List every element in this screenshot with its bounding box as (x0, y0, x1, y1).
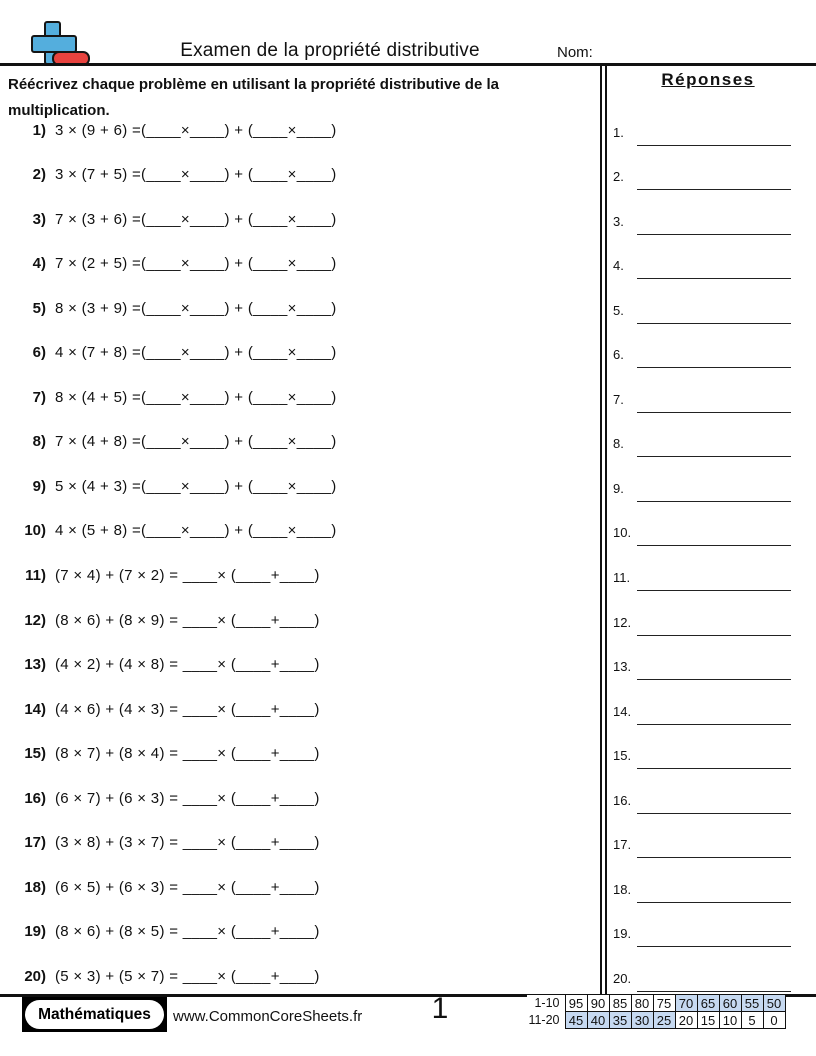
answer-row (613, 389, 793, 409)
answer-number: 18. (613, 881, 632, 897)
column-separator-line (605, 66, 607, 994)
score-cell: 80 (631, 995, 653, 1012)
answer-number: 16. (613, 792, 632, 808)
answer-row (613, 701, 793, 721)
answer-blank-line (637, 456, 791, 457)
score-cell: 30 (631, 1012, 653, 1029)
problem-row (0, 567, 320, 587)
answer-blank-line (637, 857, 791, 858)
page-title: Examen de la propriété distributive (180, 40, 480, 61)
answer-row (613, 522, 793, 542)
answer-number: 15. (613, 748, 632, 764)
problem-number: 4) (32, 255, 46, 273)
answer-row (613, 255, 793, 275)
problem-row (0, 522, 337, 542)
score-cell: 55 (741, 995, 763, 1012)
problem-row (0, 478, 337, 498)
answer-number: 6. (613, 347, 624, 363)
subject-badge (22, 997, 167, 1032)
answer-number: 9. (613, 480, 624, 496)
answer-row (613, 478, 793, 498)
answer-blank-line (637, 946, 791, 947)
problem-text: (6 × 5) + (6 × 3) = ____× (____+____) (55, 878, 320, 896)
score-cell: 70 (675, 995, 697, 1012)
answer-number: 3. (613, 213, 624, 229)
problem-number: 13) (24, 656, 46, 674)
score-range-label: 11-20 (527, 1012, 565, 1029)
score-cell: 75 (653, 995, 675, 1012)
problem-row (0, 834, 320, 854)
problem-number: 1) (32, 121, 46, 139)
website-url: www.CommonCoreSheets.fr (173, 1008, 363, 1025)
answer-row (613, 433, 793, 453)
problem-text: 5 × (4 + 3) =(____×____) + (____×____) (55, 477, 337, 495)
answer-blank-line (637, 768, 791, 769)
problem-row (0, 433, 337, 453)
problem-text: (7 × 4) + (7 × 2) = ____× (____+____) (55, 567, 320, 584)
header-divider (0, 63, 816, 66)
score-table (527, 994, 786, 1029)
problem-text: (3 × 8) + (3 × 7) = ____× (____+____) (55, 834, 320, 852)
score-cell: 95 (565, 995, 587, 1012)
problem-number: 11) (25, 567, 46, 584)
problem-text: 7 × (2 + 5) =(____×____) + (____×____) (55, 255, 337, 273)
problem-row (0, 612, 320, 632)
answer-row (613, 834, 793, 854)
answer-row (613, 300, 793, 320)
problem-number: 16) (24, 789, 46, 807)
score-cell: 50 (763, 995, 785, 1012)
answer-row (613, 968, 793, 988)
answer-number: 2. (613, 169, 624, 185)
answer-row (613, 923, 793, 943)
answer-number: 19. (613, 926, 632, 942)
answer-row (613, 122, 793, 142)
problem-text: 8 × (3 + 9) =(____×____) + (____×____) (55, 299, 337, 317)
subject-badge-label: Mathématiques (25, 1000, 164, 1029)
problem-row (0, 745, 320, 765)
score-cell: 85 (609, 995, 631, 1012)
answer-row (613, 344, 793, 364)
problem-text: 7 × (3 + 6) =(____×____) + (____×____) (55, 210, 337, 228)
problem-text: 3 × (7 + 5) =(____×____) + (____×____) (55, 166, 337, 184)
page-number: 1 (431, 992, 449, 1025)
answer-number: 7. (613, 391, 624, 407)
answer-number: 4. (613, 258, 624, 274)
problem-number: 17) (24, 834, 46, 852)
problem-row (0, 122, 337, 142)
score-cell: 65 (697, 995, 719, 1012)
score-cell: 60 (719, 995, 741, 1012)
problem-text: (8 × 6) + (8 × 9) = ____× (____+____) (55, 611, 320, 629)
problem-number: 6) (32, 344, 46, 362)
answer-row (613, 656, 793, 676)
problem-text: (8 × 6) + (8 × 5) = ____× (____+____) (55, 923, 320, 941)
problem-number: 7) (32, 388, 46, 406)
answer-row (613, 612, 793, 632)
problem-number: 19) (24, 923, 46, 941)
answer-row (613, 211, 793, 231)
problem-number: 8) (32, 433, 46, 451)
problem-text: (4 × 2) + (4 × 8) = ____× (____+____) (55, 656, 320, 674)
answer-blank-line (637, 323, 791, 324)
score-cell: 35 (609, 1012, 631, 1029)
answer-row (613, 879, 793, 899)
score-cell: 25 (653, 1012, 675, 1029)
problem-row (0, 389, 337, 409)
problem-row (0, 923, 320, 943)
answer-number: 14. (613, 703, 632, 719)
score-cell: 0 (763, 1012, 785, 1029)
answer-blank-line (637, 501, 791, 502)
problem-text: 4 × (5 + 8) =(____×____) + (____×____) (55, 522, 337, 540)
answer-blank-line (637, 412, 791, 413)
answer-number: 8. (613, 436, 624, 452)
score-cell: 40 (587, 1012, 609, 1029)
answer-row (613, 745, 793, 765)
score-range-label: 1-10 (527, 995, 565, 1012)
problem-row (0, 344, 337, 364)
answer-number: 17. (613, 837, 632, 853)
problem-number: 14) (24, 700, 46, 718)
answer-blank-line (637, 724, 791, 725)
problem-row (0, 166, 337, 186)
score-cell: 20 (675, 1012, 697, 1029)
problem-text: (5 × 3) + (5 × 7) = ____× (____+____) (55, 967, 320, 985)
score-cell: 10 (719, 1012, 741, 1029)
problem-row (0, 255, 337, 275)
column-separator-line (600, 66, 602, 994)
name-label: Nom: (557, 44, 593, 61)
problem-number: 20) (24, 967, 46, 985)
logo-plus-joint (47, 38, 58, 50)
problem-row (0, 211, 337, 231)
answers-title: Réponses (661, 70, 755, 89)
answer-row (613, 166, 793, 186)
answer-number: 5. (613, 302, 624, 318)
problem-row (0, 790, 320, 810)
problem-row (0, 968, 320, 988)
score-cell: 90 (587, 995, 609, 1012)
problem-number: 2) (32, 166, 46, 184)
score-table-row (527, 995, 785, 1012)
problem-number: 15) (24, 745, 46, 763)
problem-text: (8 × 7) + (8 × 4) = ____× (____+____) (55, 745, 320, 763)
problem-number: 5) (32, 299, 46, 317)
answer-blank-line (637, 234, 791, 235)
answer-number: 10. (613, 525, 632, 541)
answer-blank-line (637, 145, 791, 146)
problem-text: 8 × (4 + 5) =(____×____) + (____×____) (55, 388, 337, 406)
problem-number: 12) (24, 611, 46, 629)
answer-blank-line (637, 902, 791, 903)
answer-blank-line (637, 813, 791, 814)
answer-number: 12. (613, 614, 632, 630)
answer-blank-line (637, 991, 791, 992)
problem-row (0, 656, 320, 676)
problem-text: (4 × 6) + (4 × 3) = ____× (____+____) (55, 700, 320, 718)
problem-number: 10) (24, 522, 46, 540)
problem-row (0, 701, 320, 721)
answer-blank-line (637, 278, 791, 279)
problem-number: 18) (24, 878, 46, 896)
answer-blank-line (637, 189, 791, 190)
answer-blank-line (637, 635, 791, 636)
answer-blank-line (637, 545, 791, 546)
problem-row (0, 300, 337, 320)
problem-number: 3) (32, 210, 46, 228)
score-cell: 15 (697, 1012, 719, 1029)
answer-number: 13. (613, 659, 632, 675)
problem-row (0, 879, 320, 899)
problem-text: 3 × (9 + 6) =(____×____) + (____×____) (55, 121, 337, 139)
score-table-row (527, 1012, 785, 1029)
problem-text: 7 × (4 + 8) =(____×____) + (____×____) (55, 433, 337, 451)
answer-row (613, 790, 793, 810)
problem-text: (6 × 7) + (6 × 3) = ____× (____+____) (55, 789, 320, 807)
answer-blank-line (637, 590, 791, 591)
answer-row (613, 567, 793, 587)
answer-number: 11. (613, 570, 631, 585)
problem-text: 4 × (7 + 8) =(____×____) + (____×____) (55, 344, 337, 362)
problem-number: 9) (32, 477, 46, 495)
answer-number: 1. (613, 124, 624, 140)
answer-blank-line (637, 679, 791, 680)
answer-blank-line (637, 367, 791, 368)
score-cell: 5 (741, 1012, 763, 1029)
score-cell: 45 (565, 1012, 587, 1029)
answer-number: 20. (613, 970, 632, 986)
instructions-text: Réécrivez chaque problème en utilisant la propriété distributive de la multiplication. (8, 76, 499, 119)
